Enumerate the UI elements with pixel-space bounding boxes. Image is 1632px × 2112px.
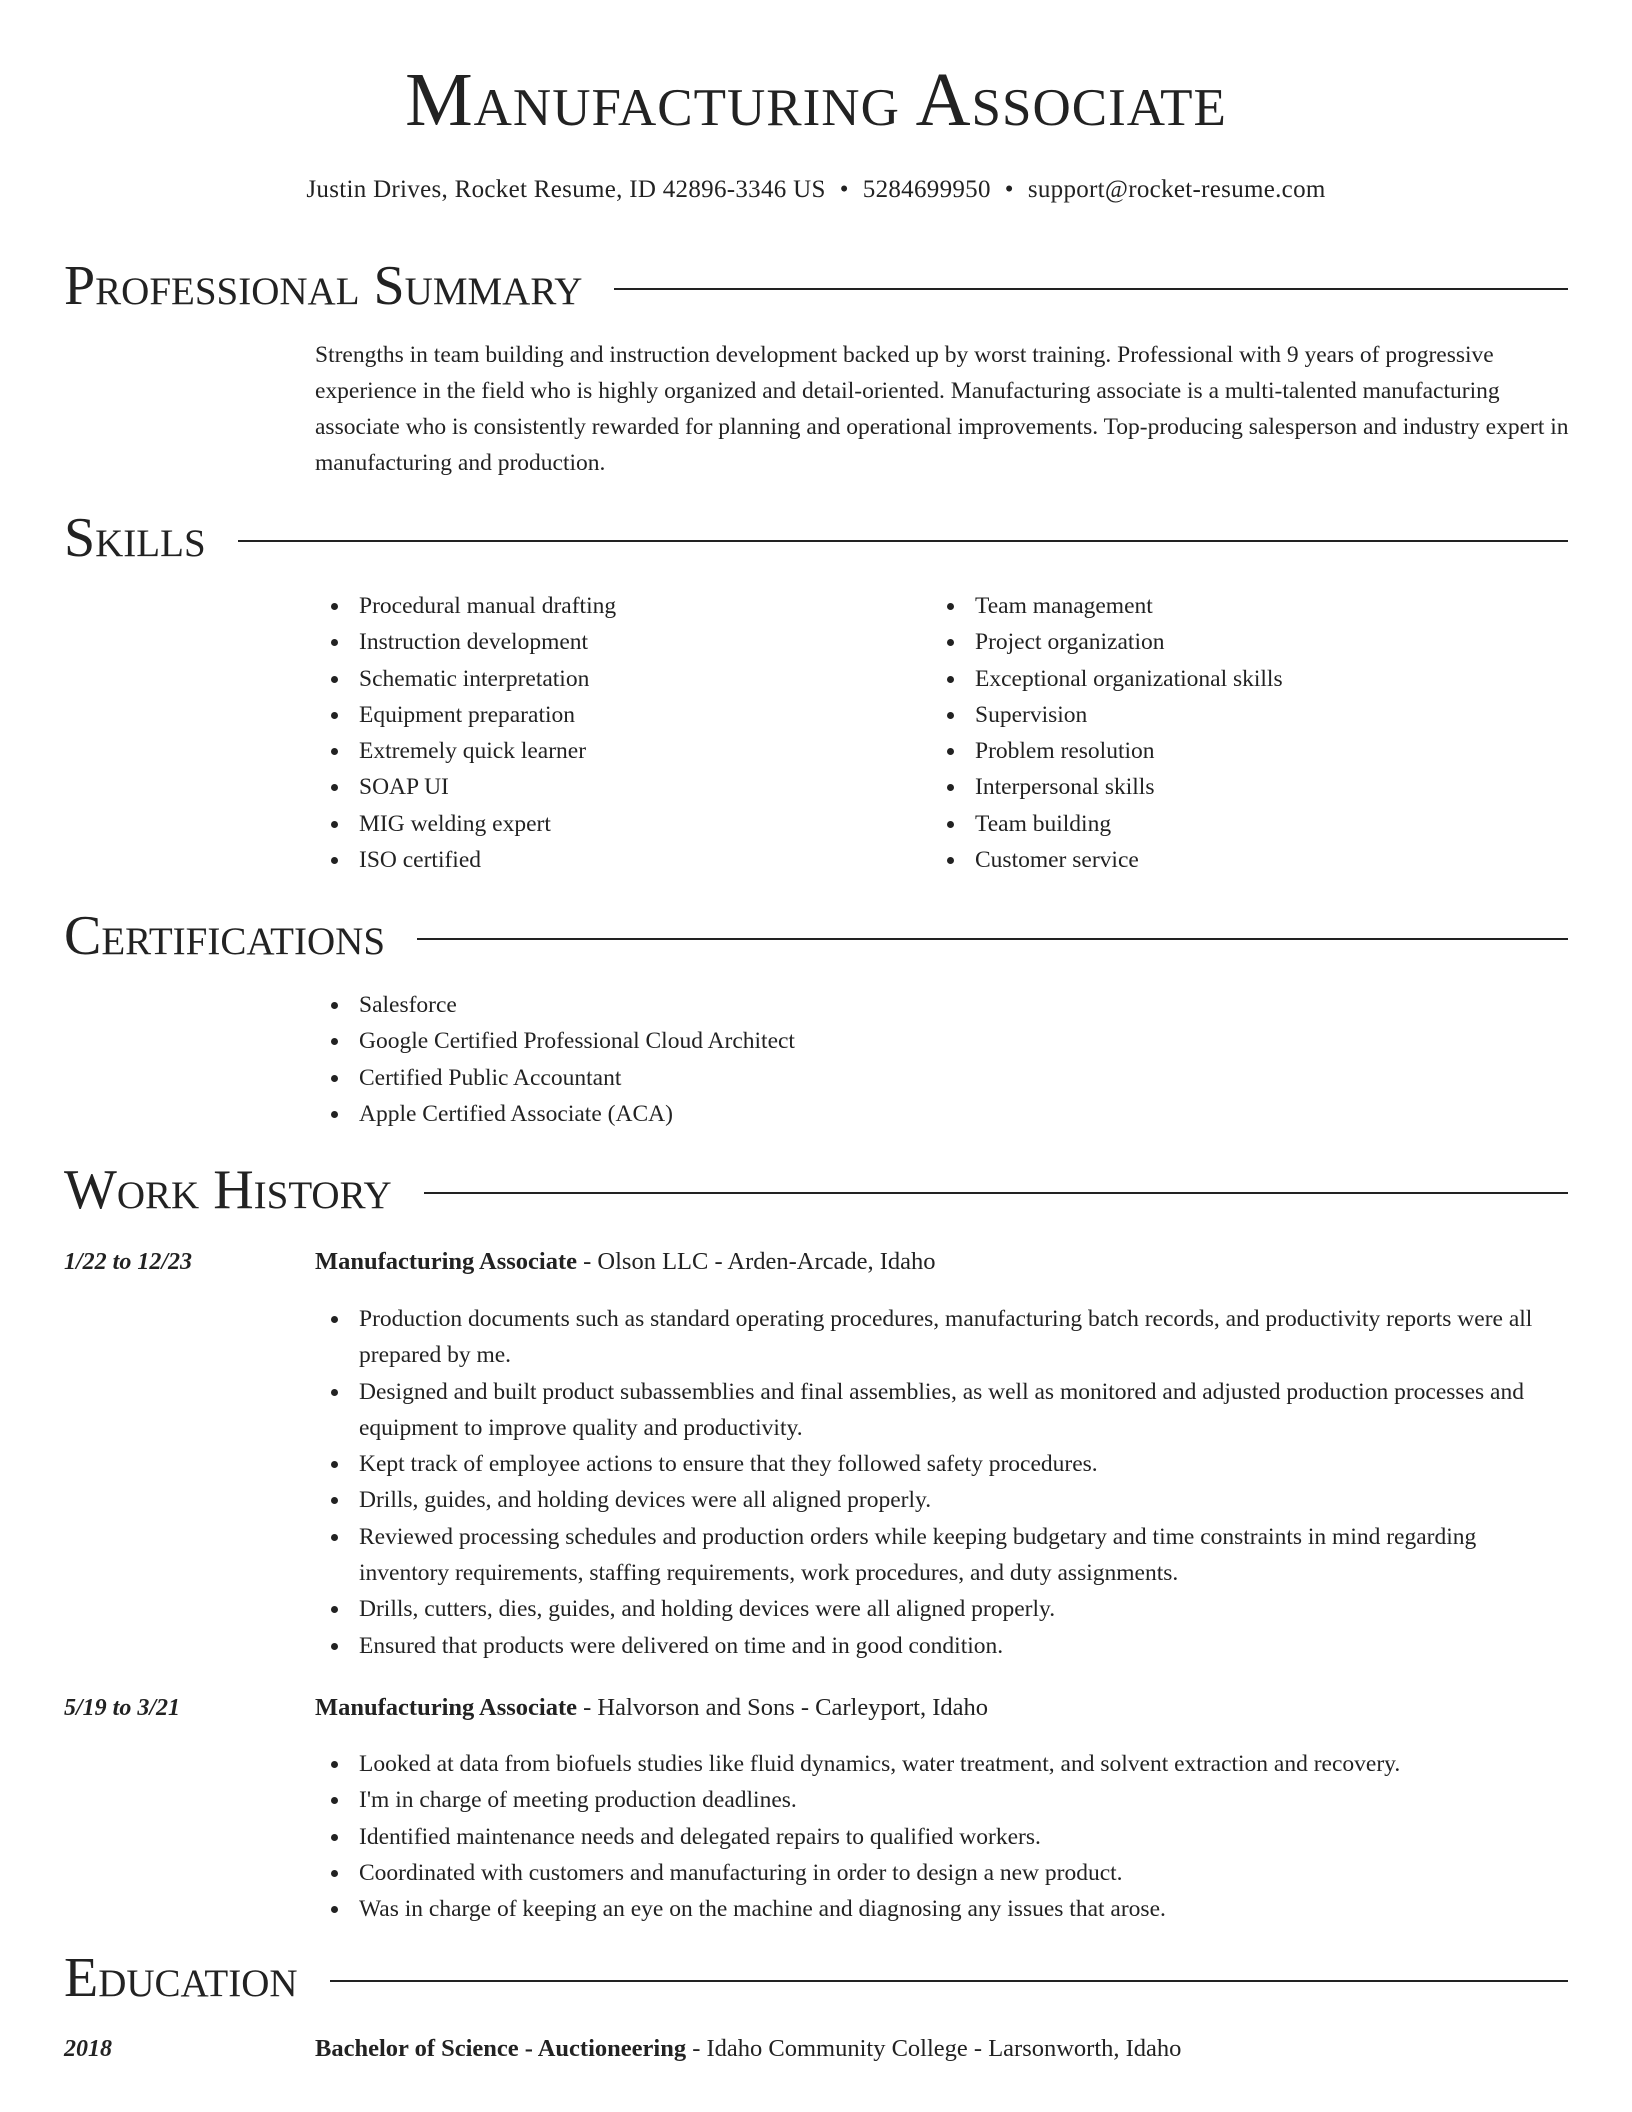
job-dates: 5/19 to 3/21 xyxy=(64,1695,181,1721)
job-bullet: Kept track of employee actions to ensure that they followed safety procedures. xyxy=(315,1446,1570,1482)
section-title-work-history: Work History xyxy=(64,1159,392,1221)
skill-item: Supervision xyxy=(931,697,1531,733)
contact-email[interactable]: support@rocket-resume.com xyxy=(1027,176,1326,203)
skill-item: SOAP UI xyxy=(315,769,915,805)
certification-item: Certified Public Accountant xyxy=(315,1060,1570,1096)
job-bullet: Ensured that products were delivered on time and in good condition. xyxy=(315,1628,1570,1664)
section-header-skills xyxy=(64,507,1568,569)
job-bullets xyxy=(315,1301,1570,1664)
skill-item: Team building xyxy=(931,806,1531,842)
section-header-summary xyxy=(64,255,1568,317)
section-header-certifications xyxy=(64,905,1568,967)
certification-item: Apple Certified Associate (ACA) xyxy=(315,1096,1570,1132)
section-divider xyxy=(417,938,1568,940)
skill-item: Customer service xyxy=(931,842,1531,878)
skill-item: Interpersonal skills xyxy=(931,769,1531,805)
skill-item: Schematic interpretation xyxy=(315,661,915,697)
skill-item: Instruction development xyxy=(315,624,915,660)
skills-list-left xyxy=(315,588,915,878)
education-heading xyxy=(315,2035,1181,2063)
section-title-certifications: Certifications xyxy=(64,905,386,967)
job-bullets xyxy=(315,1746,1570,1927)
section-header-work-history xyxy=(64,1159,1568,1221)
skill-item: Team management xyxy=(931,588,1531,624)
education-year: 2018 xyxy=(64,2036,112,2062)
job-title: Manufacturing Associate xyxy=(315,1248,577,1275)
education-degree: Bachelor of Science - Auctioneering xyxy=(315,2035,687,2062)
job-bullet: Identified maintenance needs and delegated repairs to qualified workers. xyxy=(315,1819,1570,1855)
contact-address: Justin Drives, Rocket Resume, ID 42896-3346 US xyxy=(306,176,826,203)
skill-item: Project organization xyxy=(931,624,1531,660)
skill-item: Equipment preparation xyxy=(315,697,915,733)
certification-item: Google Certified Professional Cloud Architect xyxy=(315,1023,1570,1059)
contact-phone: 5284699950 xyxy=(862,176,991,203)
skill-item: Problem resolution xyxy=(931,733,1531,769)
skill-item: Exceptional organizational skills xyxy=(931,661,1531,697)
summary-text: Strengths in team building and instruction development backed up by worst training. Professional with 9 years of progressive experience in the field who is highly organized and detail-oriented. Manufacturing associate is a multi-talented manufacturing associate who is consistently rewarded for planning and operational improvements. Top-producing salesperson and industry expert in manufacturing and production. xyxy=(315,342,1569,476)
job-title: Manufacturing Associate xyxy=(315,1694,577,1721)
job-bullet: I'm in charge of meeting production deadlines. xyxy=(315,1782,1570,1818)
certification-item: Salesforce xyxy=(315,987,1570,1023)
job-company: - Halvorson and Sons - Carleyport, Idaho xyxy=(577,1694,988,1721)
section-header-education xyxy=(64,1947,1568,2009)
section-title-summary: Professional Summary xyxy=(64,255,583,317)
section-divider xyxy=(330,1980,1568,1982)
section-divider xyxy=(238,540,1568,542)
contact-line xyxy=(0,176,1632,204)
skill-item: Extremely quick learner xyxy=(315,733,915,769)
job-bullet: Drills, guides, and holding devices were all aligned properly. xyxy=(315,1482,1570,1518)
job-heading xyxy=(315,1248,936,1276)
section-title-skills: Skills xyxy=(64,507,206,569)
job-bullet: Was in charge of keeping an eye on the machine and diagnosing any issues that arose. xyxy=(315,1891,1570,1927)
section-divider xyxy=(614,288,1568,290)
job-bullet: Production documents such as standard operating procedures, manufacturing batch records, and productivity reports were all prepared by me. xyxy=(315,1301,1570,1374)
job-bullet: Looked at data from biofuels studies like fluid dynamics, water treatment, and solvent extraction and recovery. xyxy=(315,1746,1570,1782)
skill-item: ISO certified xyxy=(315,842,915,878)
job-bullet: Reviewed processing schedules and production orders while keeping budgetary and time constraints in mind regarding inventory requirements, staffing requirements, work procedures, and duty assignments. xyxy=(315,1519,1570,1592)
job-bullet: Designed and built product subassemblies and final assemblies, as well as monitored and adjusted production processes and equipment to improve quality and productivity. xyxy=(315,1374,1570,1447)
job-bullet: Coordinated with customers and manufacturing in order to design a new product. xyxy=(315,1855,1570,1891)
job-heading xyxy=(315,1694,988,1722)
job-bullet: Drills, cutters, dies, guides, and holding devices were all aligned properly. xyxy=(315,1591,1570,1627)
section-divider xyxy=(424,1192,1568,1194)
skills-list-right xyxy=(931,588,1531,878)
section-title-education: Education xyxy=(64,1947,298,2009)
skill-item: MIG welding expert xyxy=(315,806,915,842)
skill-item: Procedural manual drafting xyxy=(315,588,915,624)
candidate-name: Manufacturing Associate xyxy=(405,58,1227,142)
contact-separator: • xyxy=(1004,176,1014,203)
job-company: - Olson LLC - Arden-Arcade, Idaho xyxy=(577,1248,936,1275)
education-school: - Idaho Community College - Larsonworth, Idaho xyxy=(686,2035,1182,2062)
certifications-list xyxy=(315,987,1570,1132)
contact-separator: • xyxy=(839,176,849,203)
job-dates: 1/22 to 12/23 xyxy=(64,1249,193,1275)
